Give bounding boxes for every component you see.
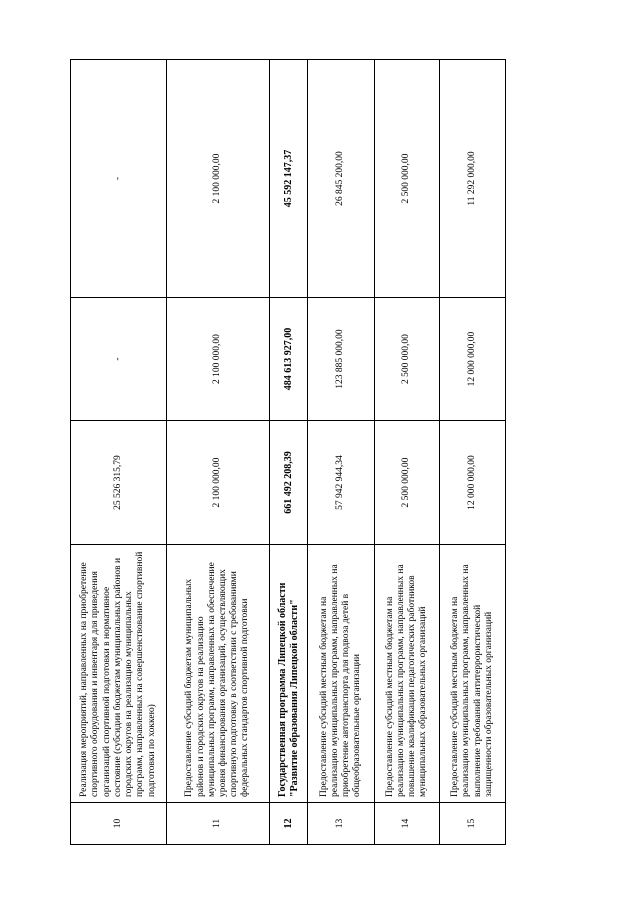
row-value-1: 2 100 000,00 <box>167 421 270 545</box>
table-row <box>308 60 375 845</box>
table-row <box>71 60 167 845</box>
row-value-2: 123 885 000,00 <box>308 298 375 421</box>
row-description: Предоставление субсидий местным бюджетам на реализацию муниципальных программ, направленных на приобретение автотранспорта для подвоза детей в общеобразовательные организации <box>308 545 375 803</box>
row-value-2: 12 000 000,00 <box>440 298 506 421</box>
row-number: 11 <box>167 803 270 845</box>
row-number: 13 <box>308 803 375 845</box>
row-description: Предоставление субсидий местным бюджетам на реализацию муниципальных программ, направленных на повышение квалификации педагогических работников муниципальных образовательных организаций <box>375 545 440 803</box>
row-value-3: 11 292 000,00 <box>440 60 506 298</box>
table-row <box>375 60 440 845</box>
row-description: Предоставление субсидий бюджетам муниципальных районов и городских округов на реализацию муниципальных программ, направленных на обеспечение уровня финансирования организаций, осуществляющих спортивную подготовку в соответствии с требованиями федеральных стандартов спортивной подготовки <box>167 545 270 803</box>
row-value-3: 2 500 000,00 <box>375 60 440 298</box>
row-value-3: 2 100 000,00 <box>167 60 270 298</box>
row-value-3: - <box>71 60 167 298</box>
subsidy-table <box>70 59 506 845</box>
row-description: Государственная программа Липецкой области "Развитие образования Липецкой области" <box>270 545 308 803</box>
table-row <box>440 60 506 845</box>
row-number: 12 <box>270 803 308 845</box>
row-value-1: 661 492 208,39 <box>270 421 308 545</box>
table-row <box>167 60 270 845</box>
row-value-2: - <box>71 298 167 421</box>
row-value-3: 45 592 147,37 <box>270 60 308 298</box>
row-value-1: 57 942 944,34 <box>308 421 375 545</box>
row-value-1: 2 500 000,00 <box>375 421 440 545</box>
row-number: 10 <box>71 803 167 845</box>
row-value-3: 26 845 200,00 <box>308 60 375 298</box>
row-value-2: 2 100 000,00 <box>167 298 270 421</box>
row-value-2: 2 500 000,00 <box>375 298 440 421</box>
row-description: Предоставление субсидий местным бюджетам на реализацию муниципальных программ, направленных на выполнение требований антитеррористической защищенности образовательных организаций <box>440 545 506 803</box>
table-row <box>270 60 308 845</box>
row-number: 14 <box>375 803 440 845</box>
row-number: 15 <box>440 803 506 845</box>
row-value-1: 12 000 000,00 <box>440 421 506 545</box>
row-value-2: 484 613 927,00 <box>270 298 308 421</box>
row-description: Реализация мероприятий, направленных на приобретение спортивного оборудования и инвентаря для приведения организаций спортивной подготовки в нормативное состояние (субсидии бюджетам муниципальных районов и городских округов на реализацию муниципальных программ, направленных на совершенствование спортивной подготовки по хоккею) <box>71 545 167 803</box>
row-value-1: 25 526 315,79 <box>71 421 167 545</box>
